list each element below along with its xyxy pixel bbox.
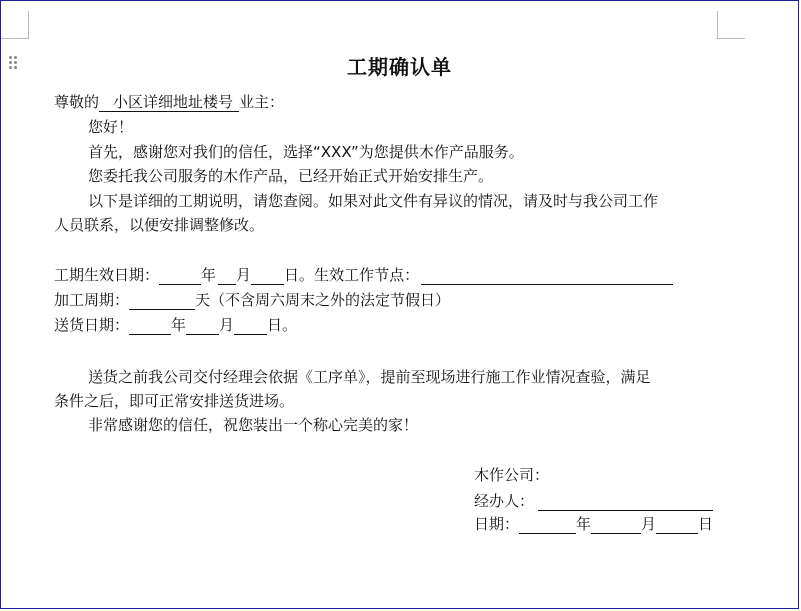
sign-year-field[interactable]: [519, 517, 576, 534]
handler-line: [474, 491, 713, 511]
unit-month: 月: [219, 316, 235, 334]
crop-mark-top-left: [1, 11, 29, 39]
cycle-label: 加工周期：: [54, 291, 130, 309]
paragraph-closing: 非常感谢您的信任，祝您装出一个称心完美的家！: [88, 416, 419, 434]
company-label: 木作公司：: [474, 466, 550, 484]
delivery-date-line: [54, 315, 297, 335]
delivery-label: 送货日期：: [54, 316, 130, 334]
salutation-line: [54, 92, 284, 112]
delivery-year-field[interactable]: [129, 318, 171, 335]
unit-year: 年: [576, 515, 592, 533]
sign-day-field[interactable]: [656, 517, 698, 534]
effective-year-field[interactable]: [159, 268, 201, 285]
effective-date-line: [54, 265, 673, 285]
unit-year: 年: [201, 266, 217, 284]
effective-date-label: 工期生效日期：: [54, 266, 160, 284]
delivery-day-field[interactable]: [234, 318, 267, 335]
crop-mark-top-right: [717, 11, 745, 39]
document-title: 工期确认单: [347, 55, 452, 79]
paragraph-explanation-line2: 人员联系，以便安排调整修改。: [54, 216, 265, 234]
handler-field[interactable]: [538, 494, 713, 511]
effective-day-field[interactable]: [251, 268, 284, 285]
paragraph-explanation-line1: 以下是详细的工期说明，请您查阅。如果对此文件有异议的情况，请及时与我公司工作: [88, 192, 659, 210]
address-field[interactable]: 小区详细地址楼号: [99, 93, 239, 112]
unit-day-period: 日。: [267, 316, 298, 334]
sign-date-line: [474, 514, 713, 534]
sign-date-label: 日期：: [474, 515, 520, 533]
unit-day-period: 日。: [284, 266, 315, 284]
paragraph-production: 您委托我公司服务的木作产品，已经开始正式开始安排生产。: [88, 167, 494, 185]
unit-day: 日: [698, 515, 714, 533]
sign-month-field[interactable]: [591, 517, 641, 534]
effective-month-field[interactable]: [218, 268, 236, 285]
node-label: 生效工作节点：: [314, 266, 420, 284]
handler-label: 经办人：: [474, 492, 535, 510]
paragraph-thanks: 首先，感谢您对我们的信任，选择“XXX”为您提供木作产品服务。: [88, 143, 524, 161]
work-node-field[interactable]: [421, 268, 673, 285]
unit-month: 月: [641, 515, 657, 533]
greeting: 您好！: [88, 118, 134, 136]
paragraph-inspection-line2: 条件之后，即可正常安排送货进场。: [54, 392, 295, 410]
salutation-suffix: 业主：: [239, 93, 285, 111]
cycle-days-field[interactable]: [129, 293, 195, 310]
cycle-line: [54, 290, 450, 310]
paragraph-inspection-line1: 送货之前我公司交付经理会依据《工序单》，提前至现场进行施工作业情况查验，满足: [88, 368, 651, 386]
unit-year: 年: [171, 316, 187, 334]
unit-month: 月: [236, 266, 252, 284]
delivery-month-field[interactable]: [186, 318, 219, 335]
cycle-unit: 天（不含周六周末之外的法定节假日）: [195, 291, 451, 309]
company-line: [474, 465, 549, 485]
salutation-prefix: 尊敬的: [54, 93, 100, 111]
